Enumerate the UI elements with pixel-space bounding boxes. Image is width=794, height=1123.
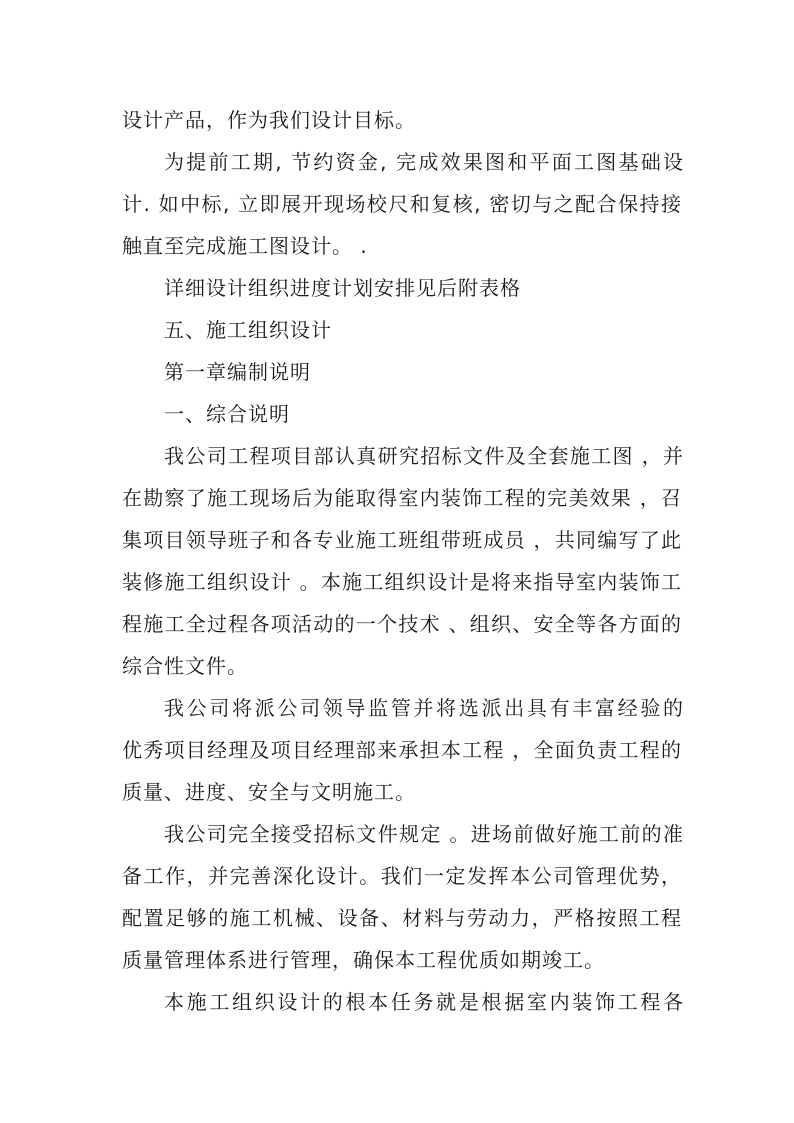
paragraph-first-line: 详细设计组织进度计划安排见后附表格 — [164, 276, 521, 300]
paragraph-first-line: 我公司将派公司领导监管并将选派出具有丰富经验的 — [164, 696, 684, 720]
paragraph-first-line: 我公司完全接受招标文件规定 。进场前做好施工前的准 — [164, 822, 684, 846]
text-line: 在勘察了施工现场后为能取得室内装饰工程的完美效果 ，召 — [122, 486, 682, 510]
text-line: 设计产品，作为我们设计目标。 — [122, 108, 416, 132]
text-line: 质量管理体系进行管理，确保本工程优质如期竣工。 — [122, 948, 605, 972]
paragraph-first-line: 本施工组织设计的根本任务就是根据室内装饰工程各 — [164, 990, 684, 1014]
chapter-heading: 第一章编制说明 — [164, 360, 311, 384]
text-line: 程施工全过程各项活动的一个技术 、组织、安全等各方面的 — [122, 612, 682, 636]
paragraph-first-line: 我公司工程项目部认真研究招标文件及全套施工图 ，并 — [164, 444, 684, 468]
text-line: 触直至完成施工图设计。 . — [122, 234, 368, 258]
text-line: 质量、进度、安全与文明施工。 — [122, 780, 416, 804]
text-line: 装修施工组织设计 。本施工组织设计是将来指导室内装饰工 — [122, 570, 682, 594]
paragraph-first-line: 为提前工期, 节约资金, 完成效果图和平面工图基础设 — [164, 150, 684, 174]
text-line: 配置足够的施工机械、设备、材料与劳动力，严格按照工程 — [122, 906, 682, 930]
text-line: 计. 如中标, 立即展开现场校尺和复核, 密切与之配合保持接 — [122, 192, 682, 216]
subsection-heading: 一、综合说明 — [164, 402, 290, 426]
text-line: 综合性文件。 — [122, 654, 248, 678]
text-line: 备工作，并完善深化设计。我们一定发挥本公司管理优势， — [122, 864, 682, 888]
text-line: 集项目领导班子和各专业施工班组带班成员 ，共同编写了此 — [122, 528, 682, 552]
text-line: 优秀项目经理及项目经理部来承担本工程 ，全面负责工程的 — [122, 738, 682, 762]
section-heading: 五、施工组织设计 — [164, 318, 332, 342]
